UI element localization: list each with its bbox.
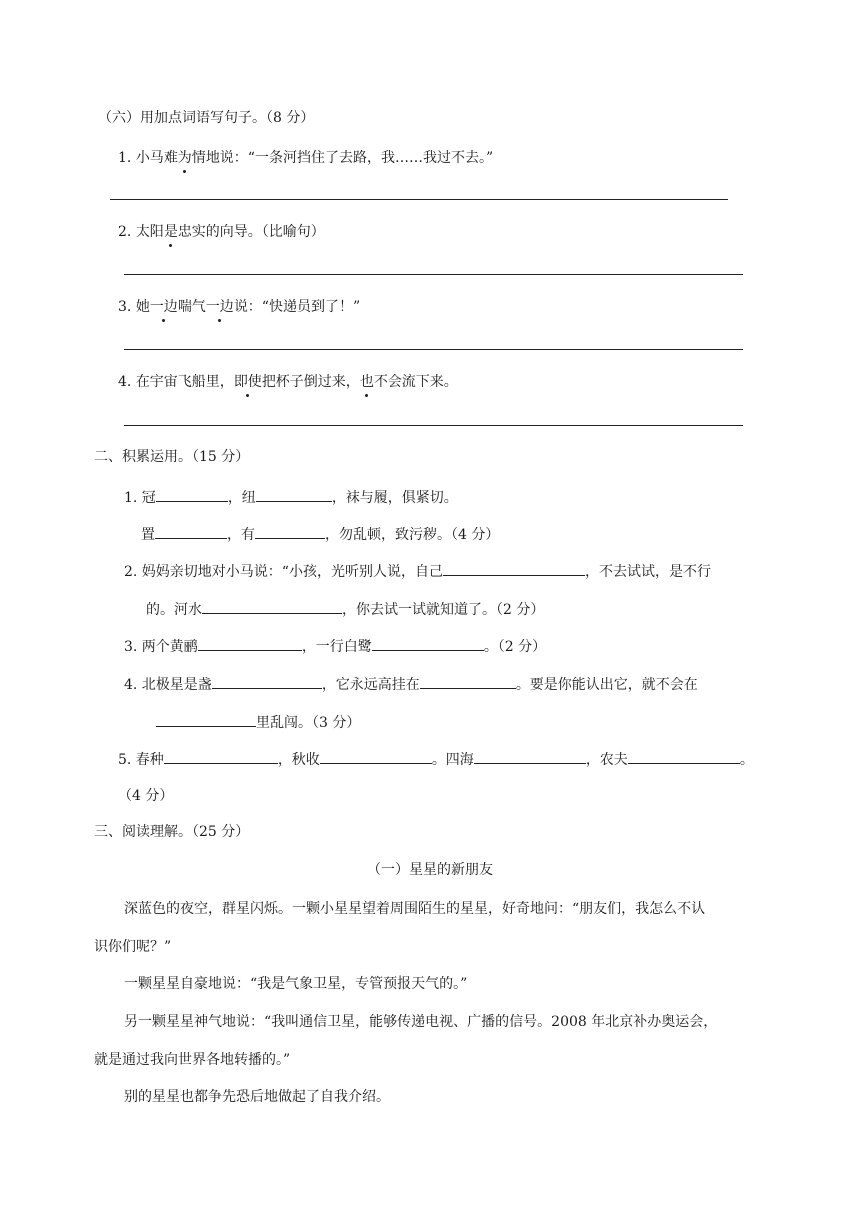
answer-line-2[interactable]: [124, 274, 743, 275]
q4-number: 4.: [118, 374, 132, 390]
fill-text: ，不去试试，是不行: [584, 564, 711, 580]
fill-text: ，秋收: [277, 752, 320, 768]
q3-post: 说：“快递员到了！”: [233, 299, 361, 315]
q4-dotted-word-2: 也: [359, 374, 374, 390]
fill-text: 3. 两个黄鹂: [124, 639, 198, 655]
passage-paragraph-2: 一颗星星自豪地说：“我是气象卫星，专管预报天气的。”: [124, 976, 468, 992]
answer-line-1[interactable]: [110, 199, 728, 200]
q2-post: 忠实的向导。（比喻句）: [177, 224, 325, 240]
q1-pre: 小马: [135, 150, 164, 166]
fill-text: ，你去试一试就知道了。（2 分）: [342, 602, 545, 618]
fill-blank[interactable]: [628, 748, 740, 764]
fill-text: 2. 妈妈亲切地对小马说：“小孩，光听别人说，自己: [124, 564, 443, 580]
q3-dotted-word-1: 一边: [149, 299, 178, 315]
fill-line-1: [124, 486, 458, 508]
q4-mid: 把杯子倒过来，: [261, 374, 360, 390]
question-1: [118, 148, 493, 168]
q2-dotted-word: 是: [163, 224, 178, 240]
answer-line-3[interactable]: [124, 349, 743, 350]
fill-text: ，有: [227, 527, 255, 543]
fill-line-8: [118, 748, 754, 770]
fill-text: ，纽: [227, 490, 256, 506]
passage-paragraph-4: 别的星星也都争先恐后地做起了自我介绍。: [124, 1089, 390, 1105]
fill-blank[interactable]: [420, 673, 516, 689]
q1-post: 地说：“一条河挡住了去路，我……我过不去。”: [205, 150, 494, 166]
fill-text: 置: [141, 527, 155, 543]
question-2: [118, 222, 325, 242]
fill-text: 。四海: [431, 752, 474, 768]
q3-mid: 喘气: [177, 299, 206, 315]
fill-line-5: [124, 635, 546, 657]
fill-line-2: [141, 523, 499, 545]
fill-text: ，农夫: [585, 752, 628, 768]
section-heading-3: 三、阅读理解。（25 分）: [94, 824, 250, 840]
section-heading-2: 二、积累运用。（15 分）: [94, 449, 250, 465]
fill-text: 1. 冠: [124, 490, 156, 506]
passage-paragraph-3b: 就是通过我向世界各地转播的。”: [94, 1052, 291, 1068]
fill-text: 。要是你能认出它，就不会在: [515, 677, 698, 693]
fill-text: ，它永远高挂在: [321, 677, 420, 693]
q1-dotted-word: 难为情: [163, 150, 206, 166]
passage-paragraph-3a: 另一颗星星神气地说：“我叫通信卫星，能够传递电视、广播的信号。2008 年北京补办奥运会，: [124, 1014, 718, 1030]
question-3: [118, 297, 360, 317]
q3-dotted-word-2: 一边: [205, 299, 234, 315]
q1-number: 1.: [118, 150, 132, 166]
q2-pre: 太阳: [135, 224, 164, 240]
fill-blank[interactable]: [202, 598, 342, 614]
fill-line-6: [124, 673, 698, 695]
section-heading-6: （六）用加点词语写句子。（8 分）: [98, 110, 315, 126]
q3-number: 3.: [118, 299, 132, 315]
q4-dotted-word-1: 即使: [233, 374, 262, 390]
q2-number: 2.: [118, 224, 132, 240]
q4-post: 不会流下来。: [373, 374, 458, 390]
fill-line-7: [156, 711, 360, 733]
fill-blank[interactable]: [155, 523, 227, 539]
fill-blank[interactable]: [156, 711, 256, 727]
fill-text: ，勿乱顿，致污秽。（4 分）: [325, 527, 500, 543]
fill-blank[interactable]: [256, 486, 332, 502]
fill-text: 里乱闯。（3 分）: [256, 715, 361, 731]
fill-blank[interactable]: [164, 748, 278, 764]
fill-text: ，袜与履，俱紧切。: [331, 490, 458, 506]
fill-blank[interactable]: [255, 523, 325, 539]
fill-blank[interactable]: [443, 560, 585, 576]
passage-paragraph-1a: 深蓝色的夜空，群星闪烁。一颗小星星望着周围陌生的星星，好奇地问：“朋友们，我怎么不认: [124, 901, 706, 917]
fill-line-4: [146, 598, 544, 620]
fill-blank[interactable]: [320, 748, 432, 764]
q3-pre: 她: [135, 299, 150, 315]
fill-text: 4. 北极星是盏: [124, 677, 212, 693]
q4-pre: 在宇宙飞船里，: [135, 374, 234, 390]
fill-blank[interactable]: [474, 748, 586, 764]
passage-title: （一）星星的新朋友: [367, 862, 493, 878]
fill-text: 。（2 分）: [483, 639, 547, 655]
answer-line-4[interactable]: [124, 425, 743, 426]
fill-line-3: [124, 560, 711, 582]
fill-text: 的。河水: [146, 602, 202, 618]
fill-text: ，一行白鹭: [301, 639, 372, 655]
fill-text: 。: [739, 752, 754, 768]
fill-text: 5. 春种: [118, 752, 164, 768]
fill-blank[interactable]: [212, 673, 322, 689]
fill-line-9-score: （4 分）: [118, 788, 174, 804]
fill-blank[interactable]: [156, 486, 228, 502]
passage-paragraph-1b: 识你们呢？”: [94, 939, 172, 955]
question-4: [118, 372, 458, 392]
fill-blank[interactable]: [198, 635, 302, 651]
fill-blank[interactable]: [372, 635, 484, 651]
